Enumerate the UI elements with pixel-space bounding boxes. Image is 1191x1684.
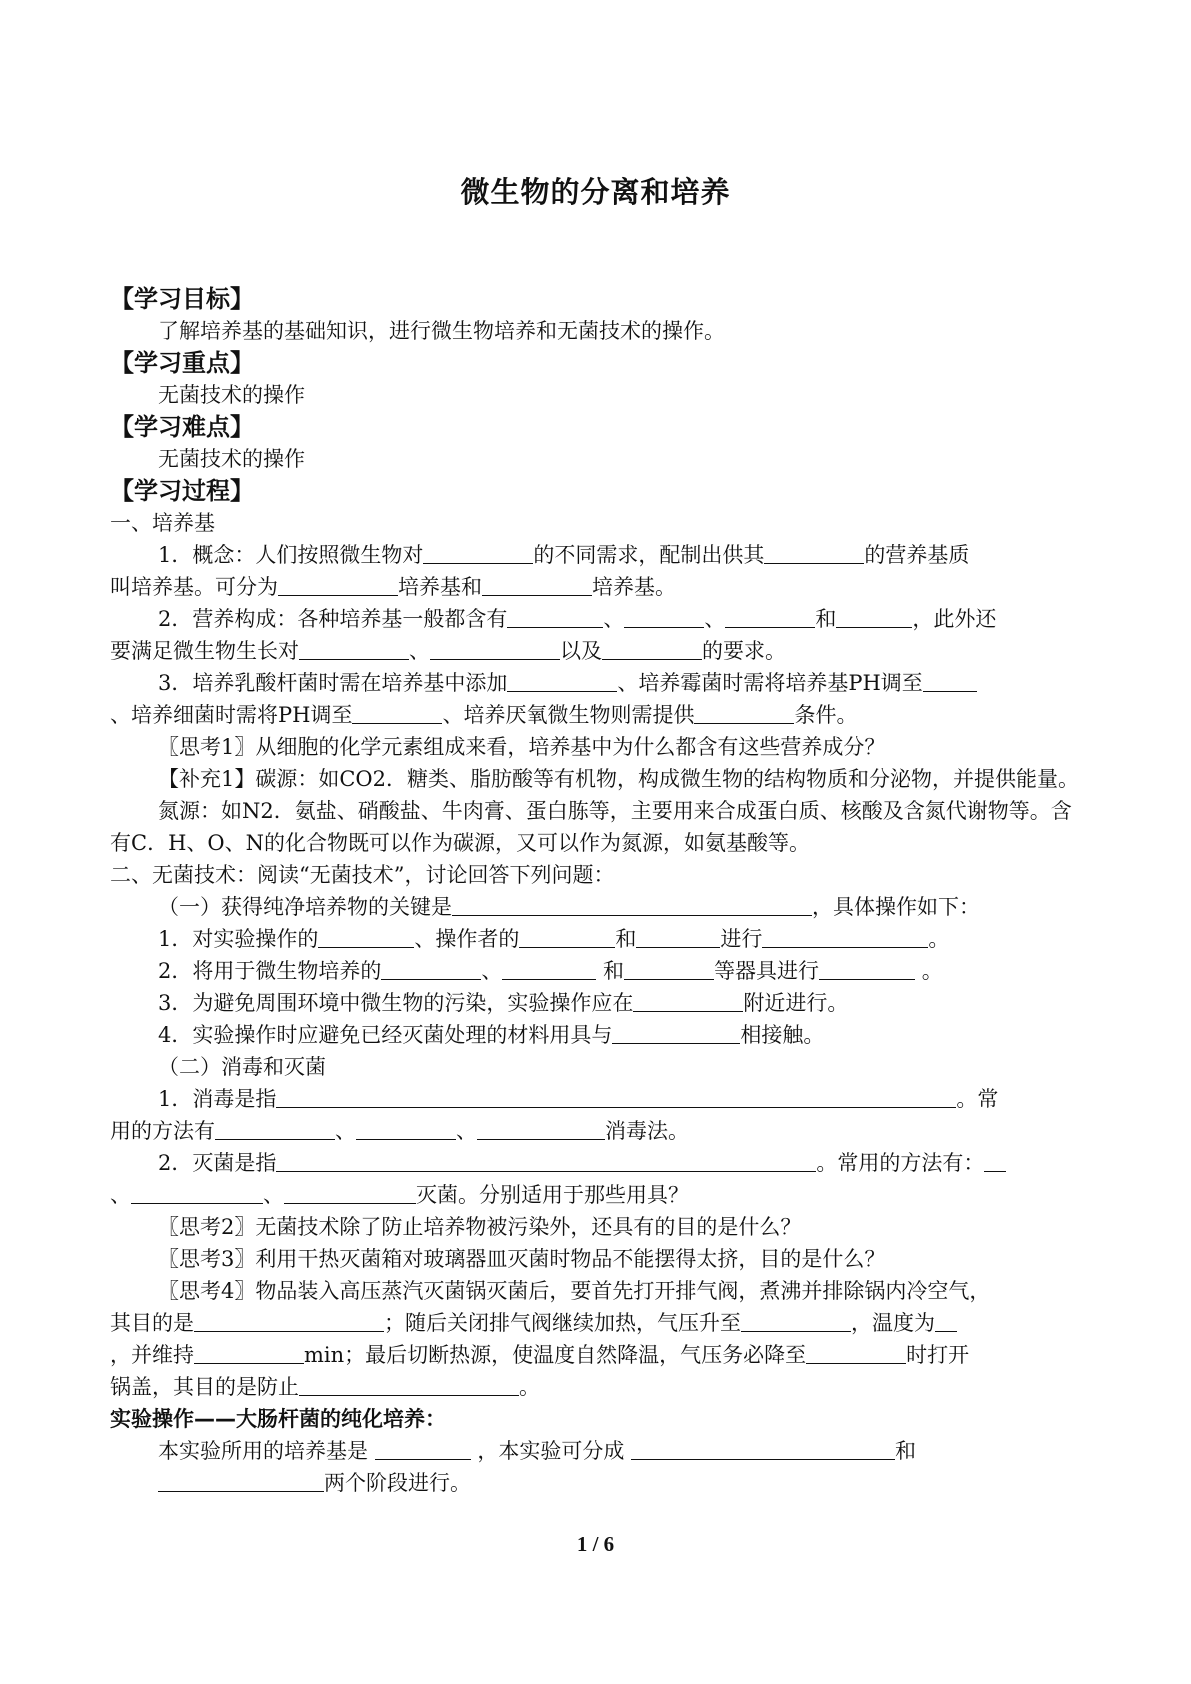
blank[interactable] <box>352 703 442 724</box>
think3: 〖思考3〗利用干热灭菌箱对玻璃器皿灭菌时物品不能摆得太挤，目的是什么？ <box>158 1247 886 1271</box>
q2-text-b: 、 <box>603 607 625 631</box>
i1-text-a: 1．对实验操作的 <box>158 927 319 951</box>
think4-text-h: 锅盖，其目的是防止 <box>110 1375 299 1399</box>
d1-text-d: 、 <box>335 1119 356 1143</box>
d1-text-b: 。常 <box>956 1087 999 1111</box>
blank[interactable] <box>131 1183 263 1204</box>
blank[interactable] <box>299 1375 519 1396</box>
experiment-line1 <box>110 1435 1088 1467</box>
q2-text-c: 、 <box>704 607 726 631</box>
d2-text-e: 灭菌。分别适用于那些用具？ <box>416 1183 689 1207</box>
think4-line3 <box>110 1339 1088 1371</box>
experiment-line2 <box>110 1467 1088 1499</box>
d1-text-a: 1．消毒是指 <box>158 1087 277 1111</box>
key-heading: 【学习重点】 <box>110 349 254 377</box>
q2-text-i: 的要求。 <box>702 639 786 663</box>
blank[interactable] <box>764 543 864 564</box>
part2-i1 <box>110 923 1088 955</box>
blank[interactable] <box>477 1119 605 1140</box>
blank[interactable] <box>725 607 815 628</box>
think2: 〖思考2〗无菌技术除了防止培养物被污染外，还具有的目的是什么？ <box>158 1215 802 1239</box>
blank[interactable] <box>482 575 592 596</box>
d1-text-e: 、 <box>456 1119 477 1143</box>
q2-text-f: 要满足微生物生长对 <box>110 639 299 663</box>
part1-q2-line2 <box>110 635 1088 667</box>
exp-text-c: 和 <box>895 1439 917 1463</box>
i2-text-b: 、 <box>481 959 503 983</box>
i4-text-a: 4．实验操作时应避免已经灭菌处理的材料用具与 <box>158 1023 613 1047</box>
blank[interactable] <box>694 703 794 724</box>
part2-i4 <box>110 1019 1088 1051</box>
blank[interactable] <box>356 1119 456 1140</box>
think4-text-f: min；最后切断热源，使温度自然降温，气压务必降至 <box>304 1343 807 1367</box>
think4-text-e: ，并维持 <box>110 1343 194 1367</box>
blank[interactable] <box>215 1119 335 1140</box>
q2-text-d: 和 <box>815 607 837 631</box>
blank[interactable] <box>624 959 714 980</box>
blank[interactable] <box>612 1023 740 1044</box>
q1-text-c: 的营养基质 <box>864 543 970 567</box>
think4-text-d: ，温度为 <box>851 1311 935 1335</box>
q1-text-a: 1．概念：人们按照微生物对 <box>158 543 424 567</box>
supplement1: 【补充1】碳源：如CO2．糖类、脂肪酸等有机物，构成微生物的结构物质和分泌物，并提供能量。 <box>158 767 1080 791</box>
blank[interactable] <box>502 959 596 980</box>
think4-text-g: 时打开 <box>906 1343 970 1367</box>
nitrogen-source: 氮源：如N2．氨盐、硝酸盐、牛肉膏、蛋白胨等，主要用来合成蛋白质、核酸及含氮代谢物等。含有C．H、O、N的化合物既可以作为碳源，又可以作为氮源，如氨基酸等。 <box>110 799 1072 855</box>
blank[interactable] <box>430 639 560 660</box>
goal-text: 了解培养基的基础知识，进行微生物培养和无菌技术的操作。 <box>158 319 725 343</box>
i2-text-e: 。 <box>915 959 943 983</box>
i3-text-a: 3．为避免周围环境中微生物的污染，实验操作应在 <box>158 991 634 1015</box>
blank[interactable] <box>284 1183 416 1204</box>
q2-text-g: 、 <box>409 639 430 663</box>
blank[interactable] <box>318 927 414 948</box>
blank[interactable] <box>806 1343 906 1364</box>
i2-text-c: 和 <box>596 959 625 983</box>
q2-text-h: 以及 <box>560 639 602 663</box>
blank[interactable] <box>299 639 409 660</box>
blank[interactable] <box>276 1087 956 1108</box>
q2-text-e: ，此外还 <box>912 607 997 631</box>
blank[interactable] <box>602 639 702 660</box>
blank[interactable] <box>836 607 912 628</box>
part2-d2-line1 <box>110 1147 1088 1179</box>
blank[interactable] <box>507 671 617 692</box>
s1-text-a: （一）获得纯净培养物的关键是 <box>158 895 452 919</box>
blank[interactable] <box>423 543 533 564</box>
d2-text-b: 。常用的方法有： <box>816 1151 985 1175</box>
blank[interactable] <box>519 927 615 948</box>
blank[interactable] <box>633 991 743 1012</box>
blank[interactable] <box>278 575 398 596</box>
blank[interactable] <box>741 1311 851 1332</box>
blank[interactable] <box>194 1343 304 1364</box>
q3-text-c: 、培养细菌时需将PH调至 <box>110 703 353 727</box>
blank[interactable] <box>381 959 481 980</box>
blank[interactable] <box>631 1439 895 1460</box>
blank[interactable] <box>158 1471 324 1492</box>
blank[interactable] <box>984 1151 1006 1172</box>
i2-text-a: 2．将用于微生物培养的 <box>158 959 382 983</box>
page-number: 1 / 6 <box>576 1532 615 1556</box>
think4-line4 <box>110 1371 1088 1403</box>
part2-d1-line2 <box>110 1115 1088 1147</box>
difficult-heading: 【学习难点】 <box>110 413 254 441</box>
exp-text-a: 本实验所用的培养基是 <box>158 1439 375 1463</box>
think4-text-c: ；随后关闭排气阀继续加热，气压升至 <box>384 1311 741 1335</box>
part2-d2-line2 <box>110 1179 1088 1211</box>
blank[interactable] <box>819 959 915 980</box>
q3-text-d: 、培养厌氧微生物则需提供 <box>442 703 695 727</box>
blank[interactable] <box>452 895 812 916</box>
blank[interactable] <box>923 671 977 692</box>
document-body <box>110 283 1088 1499</box>
difficult-text: 无菌技术的操作 <box>158 447 305 471</box>
part2-d1-line1 <box>110 1083 1088 1115</box>
i1-text-b: 、操作者的 <box>414 927 520 951</box>
q1-text-f: 培养基。 <box>592 575 676 599</box>
i4-text-b: 相接触。 <box>740 1023 825 1047</box>
q3-text-e: 条件。 <box>794 703 858 727</box>
document-title: 微生物的分离和培养 <box>460 175 731 209</box>
part1-heading: 一、培养基 <box>110 511 215 535</box>
think1: 〖思考1〗从细胞的化学元素组成来看，培养基中为什么都含有这些营养成分？ <box>158 735 886 759</box>
experiment-heading: 实验操作——大肠杆菌的纯化培养： <box>110 1407 446 1431</box>
q1-text-e: 培养基和 <box>398 575 482 599</box>
key-text: 无菌技术的操作 <box>158 383 305 407</box>
i2-text-d: 等器具进行 <box>714 959 820 983</box>
blank[interactable] <box>935 1311 957 1332</box>
d2-text-d: 、 <box>263 1183 284 1207</box>
d2-text-c: 、 <box>110 1183 131 1207</box>
part1-q3-line1 <box>110 667 1088 699</box>
part1-q3-line2 <box>110 699 1088 731</box>
goal-heading: 【学习目标】 <box>110 285 254 313</box>
i1-text-d: 进行 <box>720 927 763 951</box>
exp-text-b: ，本实验可分成 <box>470 1439 632 1463</box>
think4-line2 <box>110 1307 1088 1339</box>
i1-text-e: 。 <box>928 927 950 951</box>
part2-s1 <box>110 891 1088 923</box>
think4-text-b: 其目的是 <box>110 1311 194 1335</box>
blank[interactable] <box>194 1311 384 1332</box>
part2-i3 <box>110 987 1088 1019</box>
part1-q1-line2 <box>110 571 1088 603</box>
blank[interactable] <box>375 1439 471 1460</box>
part2-heading: 二、无菌技术：阅读“无菌技术”，讨论回答下列问题： <box>110 863 615 887</box>
exp-text-d: 两个阶段进行。 <box>324 1471 471 1495</box>
blank[interactable] <box>507 607 603 628</box>
think4-text-i: 。 <box>519 1375 540 1399</box>
process-heading: 【学习过程】 <box>110 477 254 505</box>
q3-text-b: 、培养霉菌时需将培养基PH调至 <box>617 671 923 695</box>
blank[interactable] <box>624 607 704 628</box>
q3-text-a: 3．培养乳酸杆菌时需在培养基中添加 <box>158 671 508 695</box>
blank[interactable] <box>636 927 720 948</box>
s1-text-b: ，具体操作如下： <box>812 895 980 919</box>
think4-line1: 〖思考4〗物品装入高压蒸汽灭菌锅灭菌后，要首先打开排气阀，煮沸并排除锅内冷空气， <box>158 1279 991 1303</box>
q1-text-d: 叫培养基。可分为 <box>110 575 278 599</box>
part2-i2 <box>110 955 1088 987</box>
blank[interactable] <box>762 927 928 948</box>
i1-text-c: 和 <box>615 927 637 951</box>
part1-q1-line1 <box>110 539 1088 571</box>
q1-text-b: 的不同需求，配制出供其 <box>533 543 765 567</box>
part2-s2: （二）消毒和灭菌 <box>158 1055 326 1079</box>
q2-text-a: 2．营养构成：各种培养基一般都含有 <box>158 607 508 631</box>
i3-text-b: 附近进行。 <box>743 991 849 1015</box>
d2-text-a: 2．灭菌是指 <box>158 1151 277 1175</box>
d1-text-f: 消毒法。 <box>605 1119 689 1143</box>
blank[interactable] <box>276 1151 816 1172</box>
part1-q2-line1 <box>110 603 1088 635</box>
d1-text-c: 用的方法有 <box>110 1119 215 1143</box>
